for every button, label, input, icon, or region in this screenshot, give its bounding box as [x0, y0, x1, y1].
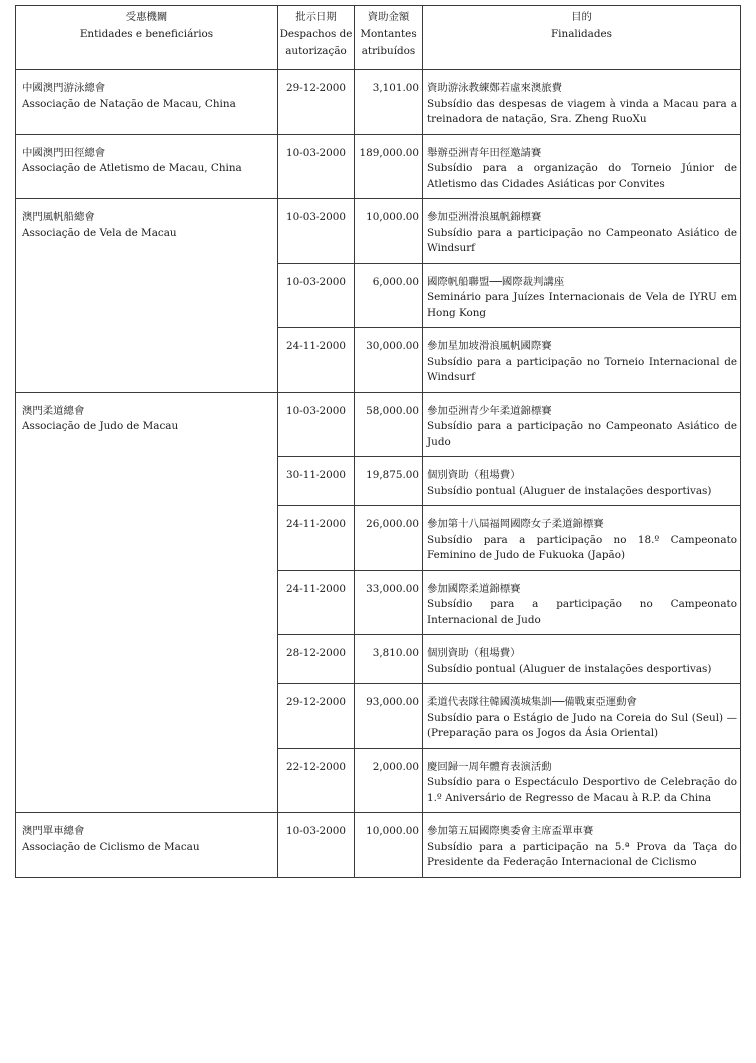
header-amount-pt-2: atribuídos: [361, 45, 416, 57]
header-purpose-zh: 目的: [571, 11, 592, 23]
entity-name-pt: Associação de Ciclismo de Macau: [22, 840, 200, 853]
amount-cell: 19,875.00: [355, 457, 423, 506]
entity-name-pt: Associação de Natação de Macau, China: [22, 97, 236, 110]
purpose-pt: Subsídio para a participação no Campeonato Internacional de Judo: [427, 598, 737, 626]
purpose-pt: Subsídio para a participação no Campeonato Asiático de Judo: [427, 420, 737, 448]
amount-cell: 3,810.00: [355, 635, 423, 684]
table-row: [16, 70, 741, 135]
purpose-pt: Subsídio para a organização do Torneio Júnior de Atletismo das Cidades Asiáticas por Convites: [427, 162, 737, 190]
date-cell: 10-03-2000: [278, 263, 355, 328]
purpose-cell: [423, 748, 741, 813]
table-row: [16, 392, 741, 457]
date-cell: 24-11-2000: [278, 328, 355, 393]
date-cell: 22-12-2000: [278, 748, 355, 813]
purpose-zh: 個別資助（租場費）: [427, 469, 521, 481]
purpose-zh: 參加亞洲青少年柔道錦標賽: [427, 404, 552, 417]
purpose-pt: Subsídio para o Espectáculo Desportivo de Celebração do 1.º Aniversário de Regresso de Macau à R.P. da China: [427, 776, 737, 804]
header-date-zh: 批示日期: [295, 11, 337, 23]
purpose-zh: 慶回歸一周年體育表演活動: [427, 760, 552, 773]
date-cell: 24-11-2000: [278, 570, 355, 635]
header-entity: [16, 6, 278, 70]
entity-name-pt: Associação de Atletismo de Macau, China: [22, 162, 242, 174]
purpose-zh: 參加亞洲滑浪風帆錦標賽: [427, 211, 542, 223]
purpose-pt: Subsídio para o Estágio de Judo na Coreia do Sul (Seul) — (Preparação para os Jogos da Ásia Oriental): [427, 711, 737, 739]
purpose-pt: Subsídio para a participação no Torneio Internacional de Windsurf: [427, 355, 737, 383]
amount-cell: 10,000.00: [355, 199, 423, 264]
amount-cell: 93,000.00: [355, 684, 423, 749]
header-amount: [355, 6, 423, 70]
purpose-pt: Subsídio das despesas de viagem à vinda a Macau para a treinadora de natação, Sra. Zheng RuoXu: [427, 97, 737, 125]
date-cell: 10-03-2000: [278, 199, 355, 264]
purpose-zh: 參加第十八屆福岡國際女子柔道錦標賽: [427, 518, 604, 530]
header-amount-pt-1: Montantes: [360, 28, 417, 40]
entity-name-pt: Associação de Judo de Macau: [22, 420, 179, 432]
header-date: [278, 6, 355, 70]
purpose-cell: [423, 457, 741, 506]
entity-name-zh: 澳門單車總會: [22, 825, 85, 837]
entity-name-zh: 中國澳門游泳總會: [22, 82, 106, 94]
purpose-zh: 參加國際柔道錦標賽: [427, 582, 521, 595]
amount-cell: 2,000.00: [355, 748, 423, 813]
date-cell: 24-11-2000: [278, 506, 355, 571]
amount-cell: 30,000.00: [355, 328, 423, 393]
header-purpose-pt: Finalidades: [550, 28, 613, 40]
date-cell: 10-03-2000: [278, 392, 355, 457]
table-row: [16, 199, 741, 264]
amount-cell: 189,000.00: [355, 134, 423, 199]
purpose-cell: [423, 263, 741, 328]
entity-cell: [16, 813, 278, 878]
purpose-cell: [423, 70, 741, 135]
purpose-zh: 柔道代表隊往韓國漢城集訓──備戰東亞運動會: [427, 696, 637, 708]
date-cell: 29-12-2000: [278, 684, 355, 749]
subsidy-table: [15, 5, 741, 878]
entity-cell: [16, 199, 278, 393]
entity-cell: [16, 392, 278, 813]
header-entity-pt: Entidades e beneficiários: [79, 28, 214, 40]
purpose-zh: 參加第五屆國際奧委會主席盃單車賽: [427, 825, 594, 837]
header-date-pt-2: autorização: [285, 45, 347, 57]
table-header-row: [16, 6, 741, 70]
purpose-zh: 國際帆船聯盟──國際裁判講座: [427, 275, 565, 288]
purpose-pt: Seminário para Juízes Internacionais de Vela de IYRU em Hong Kong: [427, 291, 737, 319]
purpose-zh: 個別資助（租場費）: [427, 647, 521, 659]
amount-cell: 10,000.00: [355, 813, 423, 878]
header-date-pt-1: Despachos de: [279, 28, 353, 40]
amount-cell: 6,000.00: [355, 263, 423, 328]
purpose-cell: [423, 570, 741, 635]
purpose-cell: [423, 684, 741, 749]
table-body: [16, 70, 741, 878]
entity-name-pt: Associação de Vela de Macau: [22, 226, 177, 239]
amount-cell: 58,000.00: [355, 392, 423, 457]
amount-cell: 33,000.00: [355, 570, 423, 635]
purpose-cell: [423, 392, 741, 457]
amount-cell: 26,000.00: [355, 506, 423, 571]
purpose-pt: Subsídio para a participação no Campeonato Asiático de Windsurf: [427, 226, 737, 254]
purpose-pt: Subsídio pontual (Aluguer de instalações desportivas): [427, 662, 712, 675]
date-cell: 10-03-2000: [278, 134, 355, 199]
date-cell: 10-03-2000: [278, 813, 355, 878]
purpose-pt: Subsídio para a participação na 5.ª Prova da Taça do Presidente da Federação Internacional de Ciclismo: [427, 840, 737, 868]
entity-name-zh: 澳門柔道總會: [22, 404, 85, 417]
purpose-zh: 參加星加坡滑浪風帆國際賽: [427, 340, 552, 352]
header-purpose: [423, 6, 741, 70]
purpose-cell: [423, 134, 741, 199]
header-amount-zh: 資助金額: [367, 11, 410, 23]
entity-cell: [16, 70, 278, 135]
purpose-cell: [423, 199, 741, 264]
amount-cell: 3,101.00: [355, 70, 423, 135]
purpose-cell: [423, 506, 741, 571]
purpose-pt: Subsídio pontual (Aluguer de instalações desportivas): [427, 484, 712, 497]
table-row: [16, 813, 741, 878]
date-cell: 30-11-2000: [278, 457, 355, 506]
purpose-cell: [423, 635, 741, 684]
purpose-cell: [423, 813, 741, 878]
purpose-zh: 舉辦亞洲青年田徑邀請賽: [427, 146, 542, 159]
date-cell: 28-12-2000: [278, 635, 355, 684]
header-entity-zh: 受惠機關: [125, 11, 168, 23]
date-cell: 29-12-2000: [278, 70, 355, 135]
table-row: [16, 134, 741, 199]
entity-name-zh: 中國澳門田徑總會: [22, 146, 106, 159]
entity-cell: [16, 134, 278, 199]
purpose-pt: Subsídio para a participação no 18.º Campeonato Feminino de Judo de Fukuoka (Japão): [427, 533, 737, 561]
purpose-zh: 資助游泳教練鄭若虛來澳旅費: [427, 82, 563, 94]
purpose-cell: [423, 328, 741, 393]
entity-name-zh: 澳門風帆船總會: [22, 211, 95, 223]
